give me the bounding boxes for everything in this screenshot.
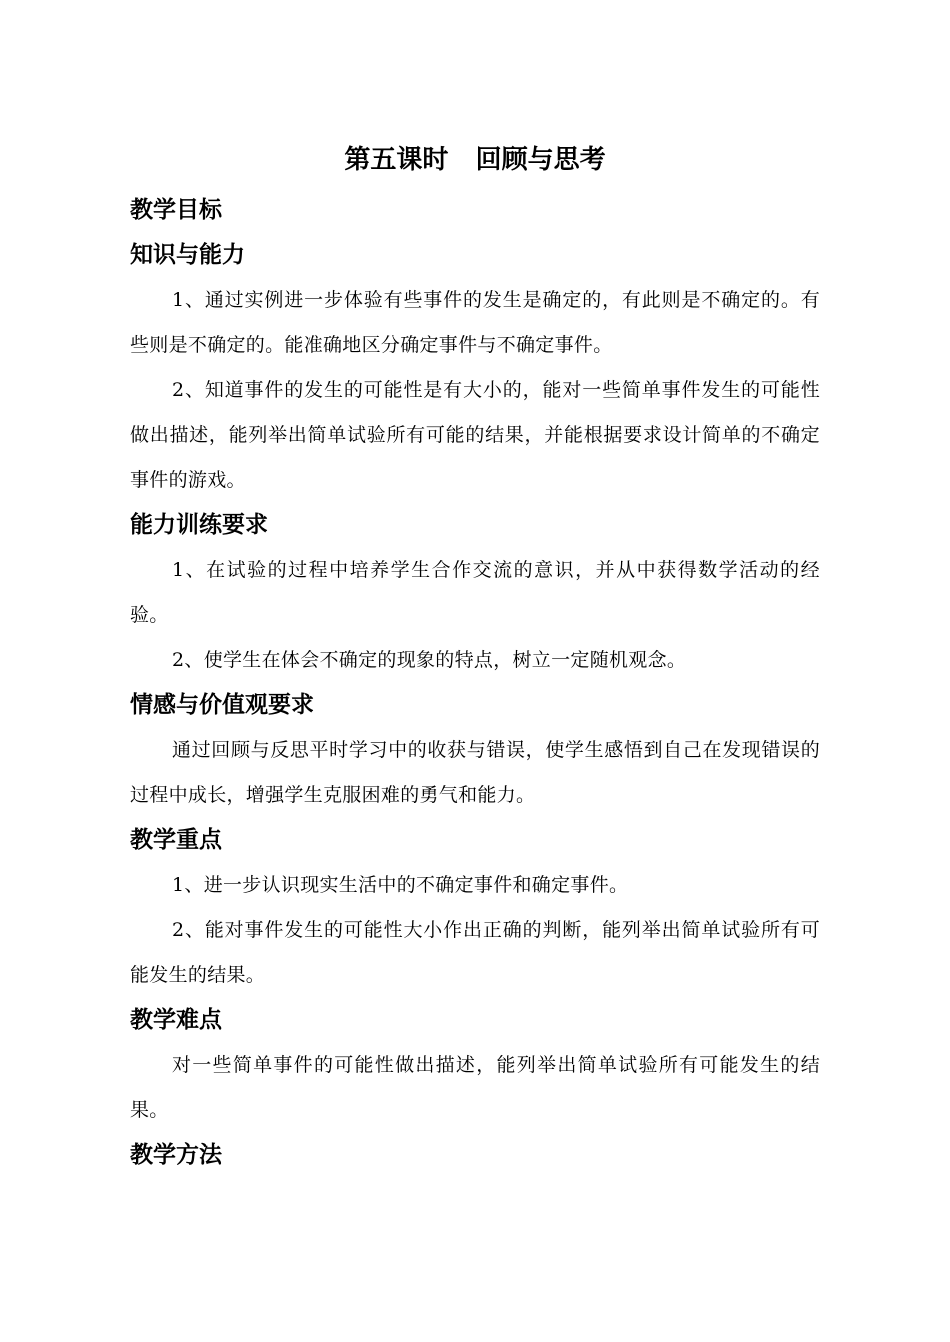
paragraph: 1、进一步认识现实生活中的不确定事件和确定事件。 <box>172 874 629 896</box>
section-teaching-methods <box>130 1133 820 1178</box>
section-ability-training <box>130 503 820 683</box>
paragraph: 对一些简单事件的可能性做出描述，能列举出简单试验所有可能发生的结果。 <box>130 1054 820 1121</box>
paragraph: 通过回顾与反思平时学习中的收获与错误，使学生感悟到自己在发现错误的过程中成长，增强学生克服困难的勇气和能力。 <box>130 739 820 806</box>
paragraph: 2、使学生在体会不确定的现象的特点，树立一定随机观念。 <box>172 649 687 671</box>
document-page <box>130 138 820 1178</box>
document-title: 第五课时 回顾与思考 <box>344 145 606 175</box>
section-emotion-values <box>130 683 820 818</box>
paragraph: 1、通过实例进一步体验有些事件的发生是确定的，有此则是不确定的。有些则是不确定的。能准确地区分确定事件与不确定事件。 <box>130 289 820 356</box>
section-difficulties <box>130 998 820 1133</box>
section-heading: 教学难点 <box>130 1007 222 1033</box>
section-heading: 知识与能力 <box>130 242 245 268</box>
section-teaching-goals <box>130 188 820 233</box>
section-key-points <box>130 818 820 998</box>
section-heading: 教学目标 <box>130 197 222 223</box>
paragraph: 1、在试验的过程中培养学生合作交流的意识，并从中获得数学活动的经验。 <box>130 559 820 626</box>
section-heading: 教学重点 <box>130 827 222 853</box>
section-heading: 能力训练要求 <box>130 512 268 538</box>
paragraph: 2、知道事件的发生的可能性是有大小的，能对一些简单事件发生的可能性做出描述，能列举出简单试验所有可能的结果，并能根据要求设计简单的不确定事件的游戏。 <box>130 379 820 491</box>
paragraph: 2、能对事件发生的可能性大小作出正确的判断，能列举出简单试验所有可能发生的结果。 <box>130 919 820 986</box>
section-knowledge-ability <box>130 233 820 503</box>
section-heading: 情感与价值观要求 <box>130 692 314 718</box>
section-heading: 教学方法 <box>130 1142 222 1168</box>
